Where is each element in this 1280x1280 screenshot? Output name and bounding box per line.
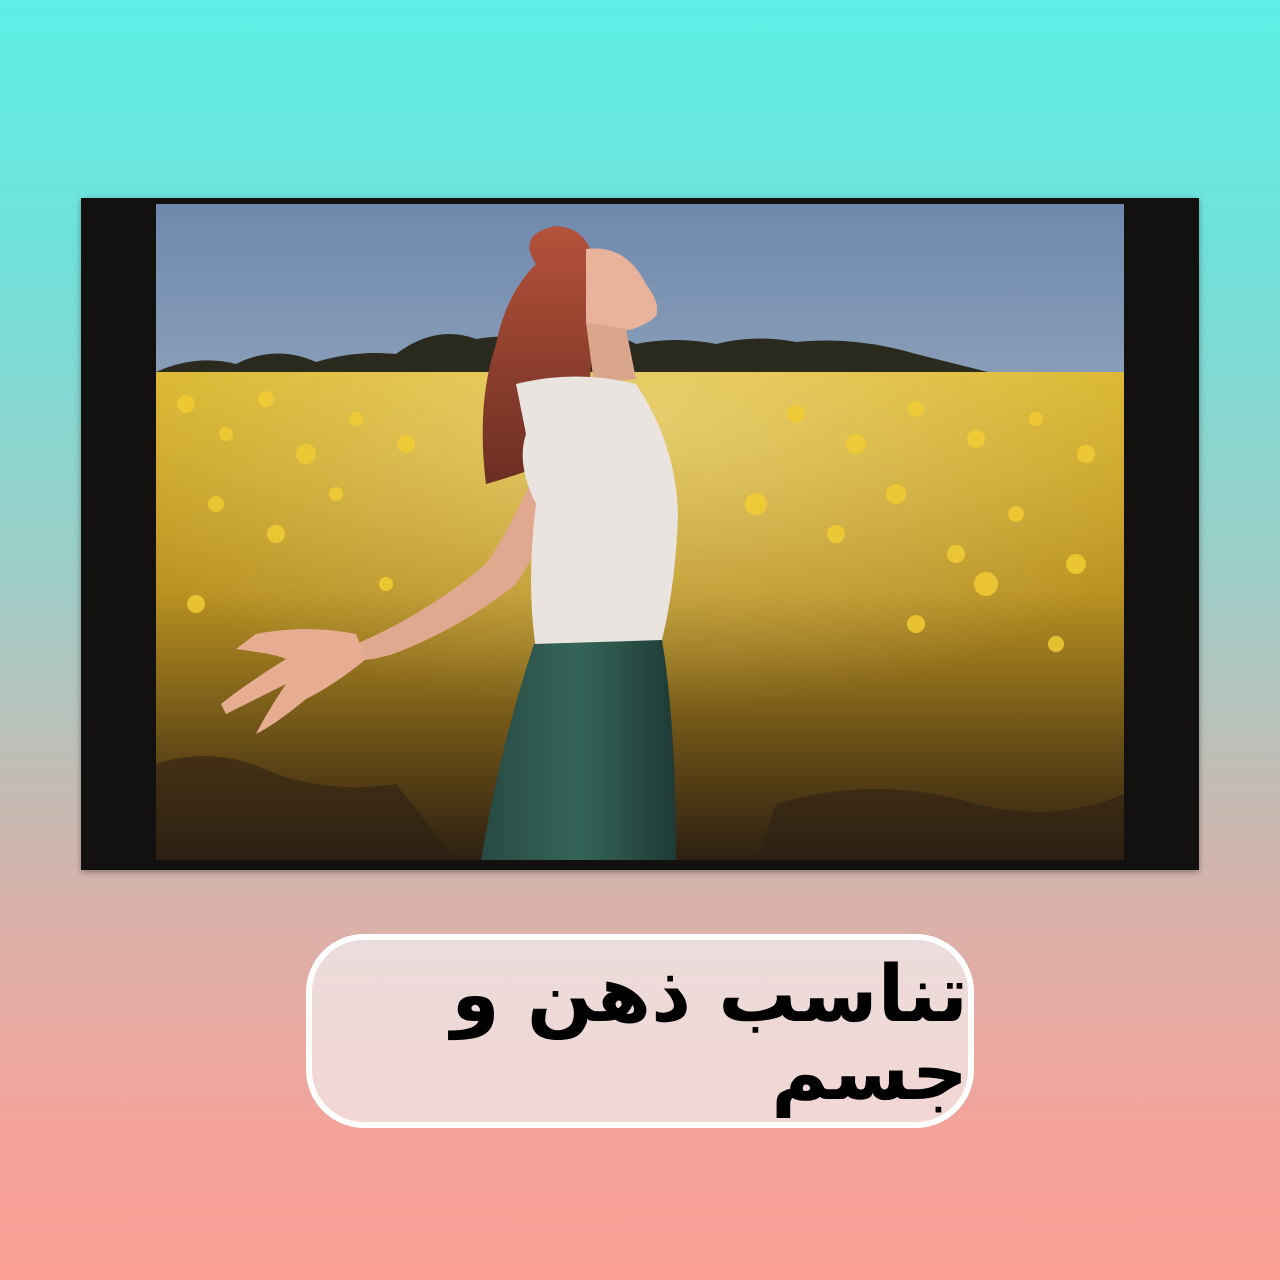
- photo-frame: [81, 198, 1199, 870]
- title-text: تناسب ذهن و جسم: [451, 950, 968, 1118]
- title-card: [306, 934, 974, 1128]
- woman-in-flower-field-photo: [156, 204, 1124, 860]
